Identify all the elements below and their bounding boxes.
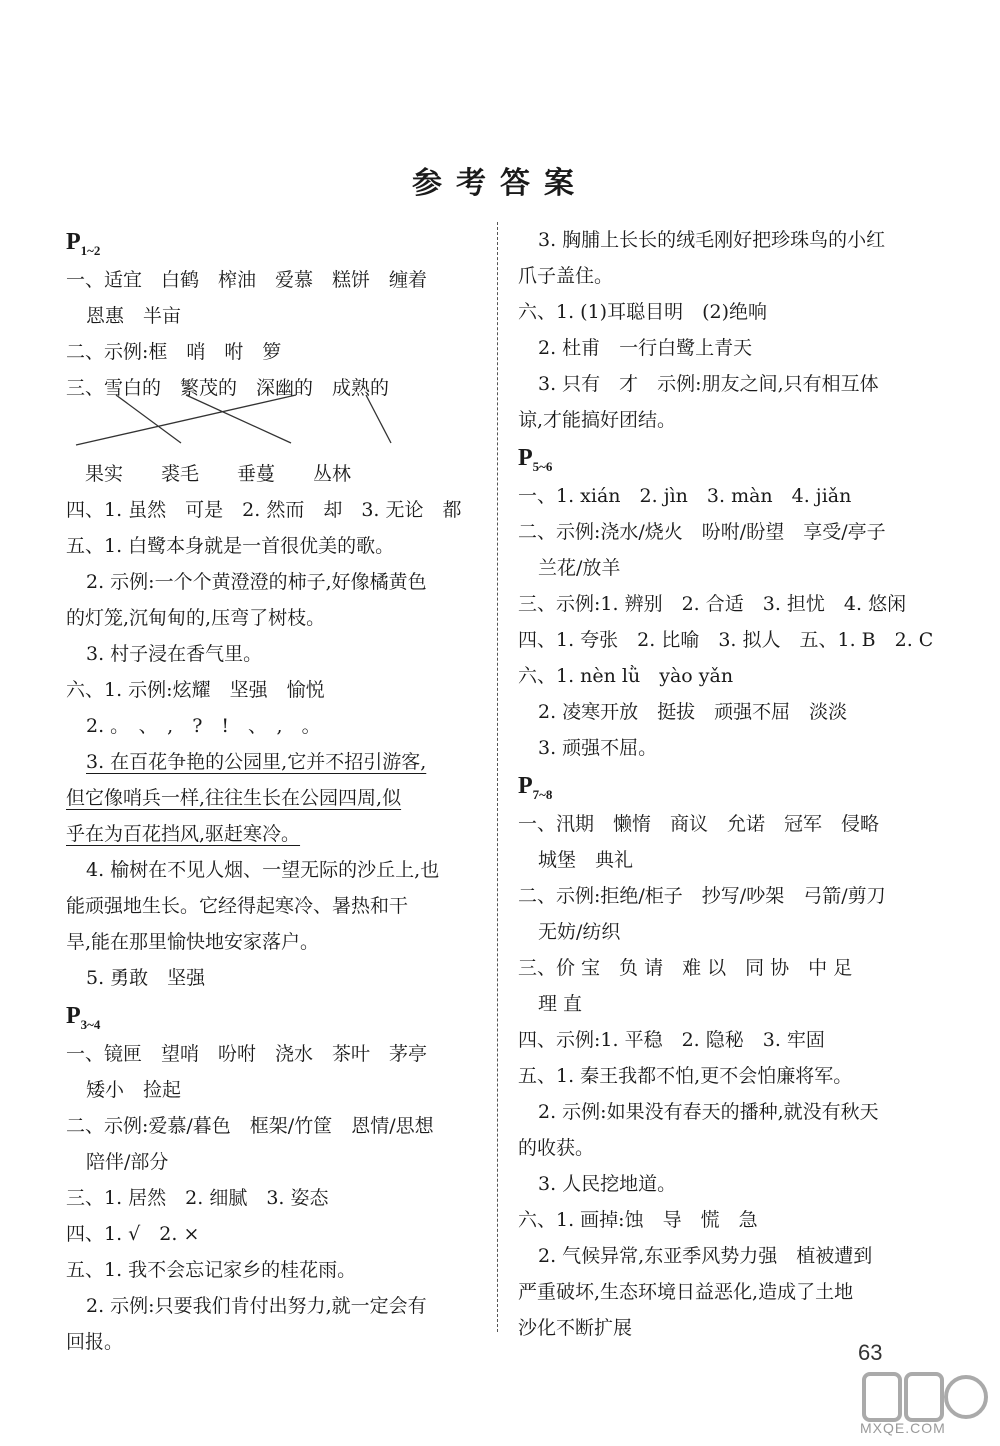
answer-line	[66, 852, 486, 888]
section-heading	[66, 996, 486, 1036]
answer-text: 六、1. (1)耳聪目明 (2)绝响	[518, 301, 767, 323]
answer-text: 3. 胸脯上长长的绒毛刚好把珍珠鸟的小红	[538, 229, 886, 251]
answer-text: 2. 凌寒开放 挺拔 顽强不屈 淡淡	[538, 701, 848, 723]
answer-line	[66, 262, 486, 298]
answer-line	[66, 708, 486, 744]
answer-line	[518, 806, 938, 842]
match-line-2	[186, 395, 291, 443]
answer-text: 4. 榆树在不见人烟、一望无际的沙丘上,也	[86, 859, 440, 881]
answer-text: 3. 只有 才 示例:朋友之间,只有相互体	[538, 373, 879, 395]
answer-line	[518, 950, 938, 986]
answer-text: 乎在为百花挡风,驱赶寒冷。	[66, 823, 301, 845]
section-letter: P	[518, 773, 533, 799]
answer-text: 恩惠 半亩	[86, 305, 182, 327]
answer-line	[518, 1202, 938, 1238]
answer-line	[518, 878, 938, 914]
answer-text: 的收获。	[518, 1137, 595, 1159]
answer-text: 六、1. 示例:炫耀 坚强 愉悦	[66, 679, 325, 701]
answer-line	[518, 914, 938, 950]
answer-line	[518, 730, 938, 766]
answer-line	[66, 492, 486, 528]
answer-text: 五、1. 白鹭本身就是一首很优美的歌。	[66, 535, 395, 557]
answer-line	[66, 888, 486, 924]
answer-text: 2. 气候异常,东亚季风势力强 植被遭到	[538, 1245, 873, 1267]
answer-line	[66, 636, 486, 672]
answer-text: 四、1. √ 2. ×	[66, 1223, 200, 1245]
answer-line	[66, 1288, 486, 1324]
answer-text: 无妨/纺织	[538, 921, 621, 943]
section-range: 3~4	[80, 1016, 101, 1032]
page-title: 参考答案	[412, 166, 588, 201]
answer-line	[518, 366, 938, 402]
answer-line	[518, 294, 938, 330]
answer-line	[518, 1238, 938, 1274]
section-range: 7~8	[532, 786, 553, 802]
answer-line	[66, 600, 486, 636]
section-heading	[518, 438, 938, 478]
answer-text: 理 直	[538, 993, 583, 1015]
answer-text: 沙化不断扩展	[518, 1317, 633, 1339]
answer-line	[518, 586, 938, 622]
answer-line	[66, 1108, 486, 1144]
column-divider	[497, 222, 498, 1332]
answer-text: 三、雪白的 繁茂的 深幽的 成熟的	[66, 377, 390, 399]
answer-text: 六、1. 画掉:蚀 导 慌 急	[518, 1209, 758, 1231]
match-line-4	[366, 395, 391, 443]
answer-text: 5. 勇敢 坚强	[86, 967, 206, 989]
section-letter: P	[66, 229, 81, 255]
answer-text: 四、示例:1. 平稳 2. 隐秘 3. 牢固	[518, 1029, 825, 1051]
section-letter: P	[518, 445, 533, 471]
answer-line	[66, 1180, 486, 1216]
answer-text: 回报。	[66, 1331, 124, 1353]
page-number: 63	[858, 1340, 883, 1365]
answer-line	[66, 1072, 486, 1108]
answer-text: 2. 示例:只要我们肯付出努力,就一定会有	[86, 1295, 427, 1317]
answer-text: 2. 。 、 , ? ! 、 , 。	[86, 715, 321, 737]
answer-line	[66, 334, 486, 370]
answer-text: 兰花/放羊	[538, 557, 621, 579]
answer-text: 陪伴/部分	[86, 1151, 169, 1173]
answer-text: 谅,才能搞好团结。	[518, 409, 677, 431]
section-range: 5~6	[532, 458, 553, 474]
answer-text: 能顽强地生长。它经得起寒冷、暑热和干	[66, 895, 409, 917]
answer-line	[518, 1022, 938, 1058]
answer-text: 矮小 捡起	[86, 1079, 182, 1101]
answer-line	[518, 986, 938, 1022]
answer-text: 二、示例:浇水/烧火 吩咐/盼望 享受/亭子	[518, 521, 886, 543]
answer-column-right	[518, 222, 938, 1346]
answer-text: 三、示例:1. 辨别 2. 合适 3. 担忧 4. 悠闲	[518, 593, 907, 615]
answer-text: 严重破坏,生态环境日益恶化,造成了土地	[518, 1281, 854, 1303]
matching-lines	[66, 393, 426, 451]
answer-line	[518, 402, 938, 438]
answer-text: 四、1. 夸张 2. 比喻 3. 拟人 五、1. B 2. C	[518, 629, 934, 651]
answer-text: 2. 杜甫 一行白鹭上青天	[538, 337, 753, 359]
answer-line	[66, 1216, 486, 1252]
answer-line	[518, 658, 938, 694]
answer-line	[66, 960, 486, 996]
answer-text: 2. 示例:如果没有春天的播种,就没有秋天	[538, 1101, 879, 1123]
answer-line	[518, 622, 938, 658]
answer-text: 一、镜匣 望哨 吩咐 浇水 茶叶 茅亭	[66, 1043, 428, 1065]
answer-line	[518, 1166, 938, 1202]
section-heading	[66, 222, 486, 262]
answer-text: 三、1. 居然 2. 细腻 3. 姿态	[66, 1187, 329, 1209]
watermark-text: MXQE.COM	[860, 1420, 946, 1436]
answer-line	[66, 672, 486, 708]
answer-text: 一、适宜 白鹤 榨油 爱慕 糕饼 缠着	[66, 269, 428, 291]
answer-text: 2. 示例:一个个黄澄澄的柿子,好像橘黄色	[86, 571, 427, 593]
answer-line	[518, 694, 938, 730]
answer-text: 3. 村子浸在香气里。	[86, 643, 263, 665]
answer-line	[518, 330, 938, 366]
answer-text: 四、1. 虽然 可是 2. 然而 却 3. 无论 都	[66, 499, 462, 521]
answer-text: 二、示例:拒绝/柜子 抄写/吵架 弓箭/剪刀	[518, 885, 886, 907]
answer-text: 的灯笼,沉甸甸的,压弯了树枝。	[66, 607, 326, 629]
answer-text: 旱,能在那里愉快地安家落户。	[66, 931, 320, 953]
section-range: 1~2	[80, 242, 101, 258]
answer-text: 一、1. xián 2. jìn 3. màn 4. jiǎn	[518, 485, 852, 507]
answer-text: 3. 在百花争艳的公园里,它并不招引游客,	[86, 751, 427, 773]
answer-text: 五、1. 秦王我都不怕,更不会怕廉将军。	[518, 1065, 853, 1087]
answer-text: 但它像哨兵一样,往往生长在公园四周,似	[66, 787, 402, 809]
answer-line	[518, 1274, 938, 1310]
answer-line	[66, 1036, 486, 1072]
answer-line	[66, 564, 486, 600]
answer-line	[518, 550, 938, 586]
answer-line	[66, 1324, 486, 1360]
answer-text: 五、1. 我不会忘记家乡的桂花雨。	[66, 1259, 357, 1281]
match-line-3	[76, 395, 296, 445]
answer-line	[66, 528, 486, 564]
answer-text: 果实 裘毛 垂蔓 丛林	[66, 463, 352, 485]
section-letter: P	[66, 1003, 81, 1029]
answer-line	[518, 478, 938, 514]
answer-line	[66, 924, 486, 960]
answer-line	[66, 456, 486, 492]
answer-text: 3. 顽强不屈。	[538, 737, 658, 759]
answer-text: 二、示例:框 哨 咐 箩	[66, 341, 282, 363]
section-heading	[518, 766, 938, 806]
match-line-1	[116, 395, 181, 443]
answer-line	[518, 222, 938, 258]
answer-text: 六、1. nèn lǜ yào yǎn	[518, 665, 734, 687]
answer-line	[66, 298, 486, 334]
answer-line	[66, 816, 486, 852]
answer-line	[518, 1130, 938, 1166]
answer-text: 二、示例:爱慕/暮色 框架/竹筐 恩情/思想	[66, 1115, 434, 1137]
answer-line	[66, 1252, 486, 1288]
answer-line	[518, 258, 938, 294]
answer-line	[66, 744, 486, 780]
answer-text: 爪子盖住。	[518, 265, 614, 287]
answer-line	[66, 1144, 486, 1180]
answer-line	[66, 780, 486, 816]
answer-text: 城堡 典礼	[538, 849, 634, 871]
answer-line	[518, 514, 938, 550]
answer-line	[518, 1058, 938, 1094]
answer-text: 三、价 宝 负 请 难 以 同 协 中 足	[518, 957, 853, 979]
answer-line	[518, 842, 938, 878]
answer-line	[518, 1094, 938, 1130]
answer-text: 一、汛期 懒惰 商议 允诺 冠军 侵略	[518, 813, 880, 835]
answer-text: 3. 人民挖地道。	[538, 1173, 677, 1195]
